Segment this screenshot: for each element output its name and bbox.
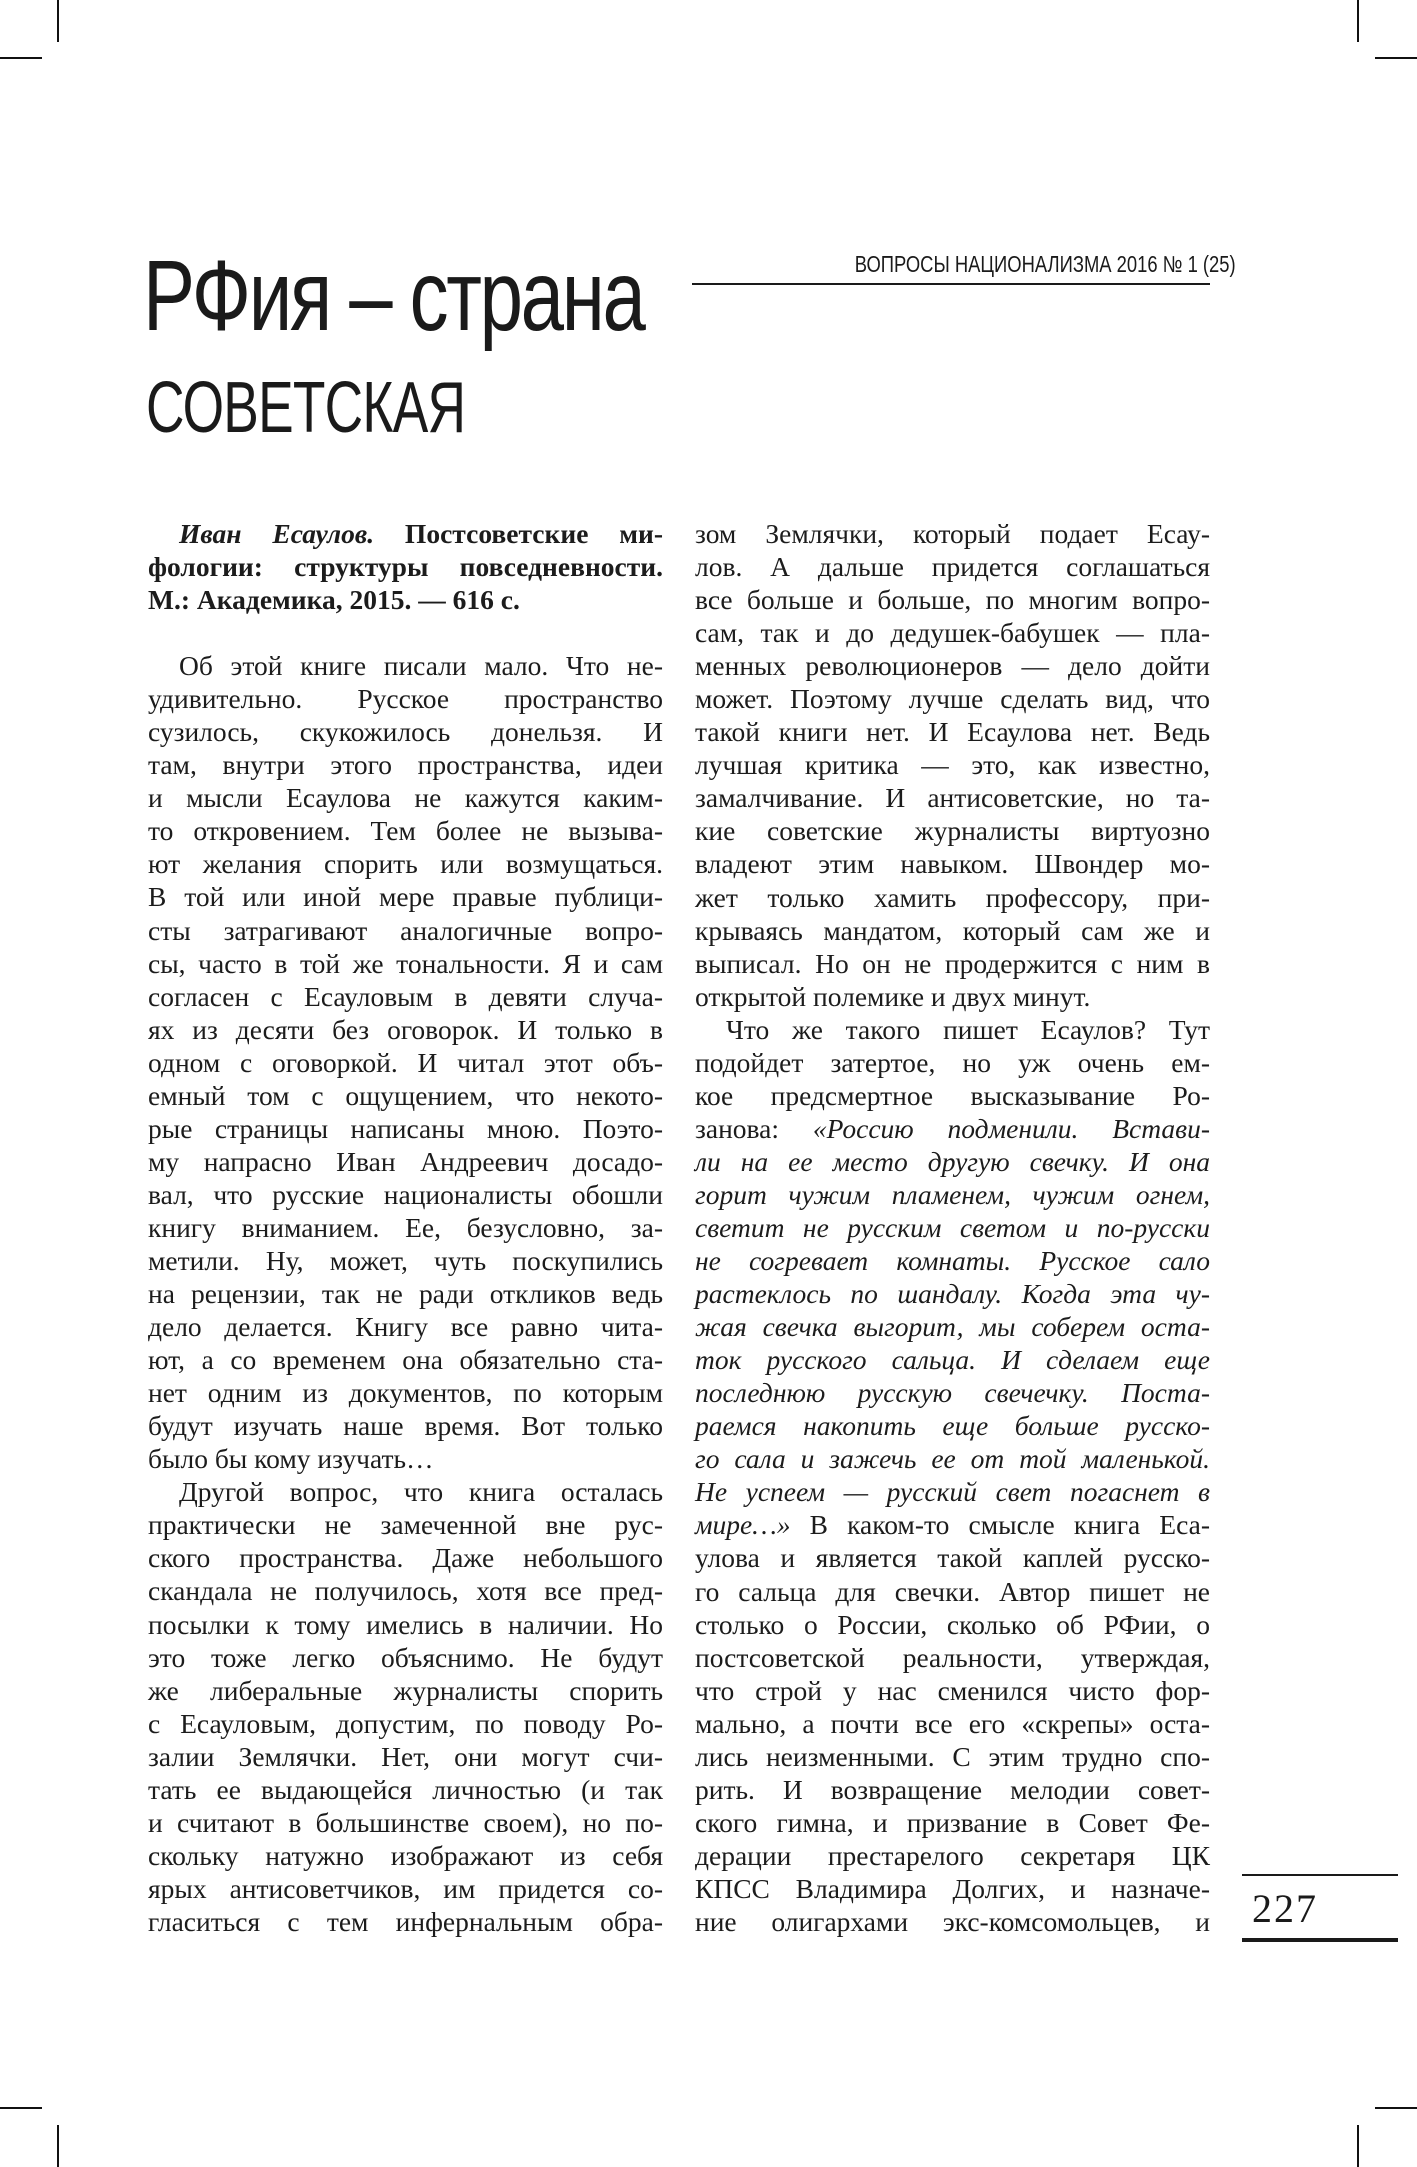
text-line [695,1211,1210,1244]
crop-mark-bottom-left-horizontal [0,2107,42,2109]
text-line [695,881,1210,914]
crop-mark-bottom-left-vertical [57,2125,59,2167]
text-line [695,1641,1210,1674]
biblio-line [148,517,663,550]
crop-mark-top-right-vertical [1357,0,1359,42]
text-line [695,947,1210,980]
left-text-column [148,517,663,1938]
text-segment: жет только хамить профессору, при- [695,881,1210,913]
text-segment: лучшая критика — это, как известно, [695,749,1210,781]
text-line [695,1244,1210,1277]
text-line [695,550,1210,583]
page-number-bottom-rule [1242,1938,1398,1942]
text-segment: мально, а почти все его «скрепы» оста- [695,1707,1210,1739]
text-line [695,1872,1210,1905]
text-line: одном с оговоркой. И читал этот объ- [148,1046,663,1078]
text-line: му напрасно Иван Андреевич досадо- [148,1145,663,1177]
text-segment: кое предсмертное высказывание Ро- [695,1079,1210,1111]
text-line: скандала не получилось, хотя все пред- [148,1575,663,1607]
text-segment: рить. И возвращение мелодии совет- [695,1773,1210,1805]
crop-mark-top-right-horizontal [1375,57,1417,59]
text-line: ского пространства. Даже небольшого [148,1542,663,1574]
text-line: это тоже легко объяснимо. Не будут [148,1641,663,1673]
text-line [695,1475,1210,1508]
text-line: же либеральные журналисты спорить [148,1674,663,1706]
text-segment: может. Поэтому лучше сделать вид, что [695,683,1210,715]
text-line: и мысли Есаулова не кажутся каким- [148,782,663,814]
text-segment: дерации престарелого секретаря ЦК [695,1839,1210,1871]
text-line [695,1343,1210,1376]
crop-mark-top-left-horizontal [0,57,42,59]
text-line [695,715,1210,748]
text-line: тать ее выдающейся личностью (и так [148,1773,663,1805]
text-line [695,980,1210,1013]
text-line [695,1541,1210,1574]
text-line [695,583,1210,616]
text-line: практически не замеченной вне рус- [148,1509,663,1541]
crop-mark-bottom-right-horizontal [1375,2107,1417,2109]
text-segment: В каком-то смысле книга Еса- [790,1509,1210,1541]
book-title: Постсоветские ми- [374,518,663,549]
text-line [695,1277,1210,1310]
text-segment: замалчивание. И антисоветские, но та- [695,782,1210,814]
text-line: гласиться с тем инфернальным обра- [148,1905,663,1937]
quote-text-segment: последнюю русскую свечечку. Поста- [695,1377,1210,1409]
quote-text-segment: Не успеем — русский свет погаснет в [695,1476,1210,1508]
text-segment: улова и является такой каплей русско- [695,1542,1210,1574]
text-line [695,517,1210,550]
text-line: книгу вниманием. Ее, безусловно, за- [148,1211,663,1243]
text-segment: постсоветской реальности, утверждая, [695,1641,1210,1673]
text-line: В той или иной мере правые публици- [148,881,663,913]
text-line: рые страницы написаны мною. Поэто- [148,1112,663,1144]
article-title-line-1: РФия – страна [143,240,644,352]
text-segment: сам, так и до дедушек-бабушек — пла- [695,617,1210,649]
text-line [695,914,1210,947]
left-body-text [148,649,663,1938]
page-number-top-rule [1242,1874,1398,1876]
text-line [695,1806,1210,1839]
text-line [695,682,1210,715]
text-segment: владеют этим навыком. Швондер мо- [695,848,1210,880]
text-line [695,1839,1210,1872]
text-line: метили. Ну, может, чуть поскупились [148,1244,663,1276]
text-segment: лов. А дальше придется соглашаться [695,551,1210,583]
quote-text-segment: жая свечка выгорит, мы соберем оста- [695,1311,1210,1343]
text-line [695,1112,1210,1145]
text-line [695,1773,1210,1806]
text-line: сузилось, скукожилось донельзя. И [148,716,663,748]
text-line: сты затрагивают аналогичные вопро- [148,914,663,946]
text-line: то откровением. Тем более не вызыва- [148,815,663,847]
text-line [695,814,1210,847]
text-line: ярых антисоветчиков, им придется со- [148,1872,663,1904]
text-segment: такой книги нет. И Есаулова нет. Ведь [695,716,1210,748]
text-line [695,1178,1210,1211]
quote-text-segment: ток русского сальца. И сделаем еще [695,1344,1210,1376]
text-line [695,1046,1210,1079]
quote-text-segment: го сала и зажечь ее от той маленькой. [695,1443,1210,1475]
text-line [695,1674,1210,1707]
text-segment: крываясь мандатом, который сам же и [695,914,1210,946]
quote-text-segment: ли на ее место другую свечку. И она [695,1145,1210,1177]
text-line: залии Землячки. Нет, они могут счи- [148,1740,663,1772]
article-title-line-2: СОВЕТСКАЯ [146,368,466,448]
header-rule [692,283,1210,285]
text-line: с Есауловым, допустим, по поводу Ро- [148,1707,663,1739]
text-line [695,1442,1210,1475]
author-name: Иван Есаулов. [179,518,375,549]
text-line [695,1145,1210,1178]
biblio-line [148,550,663,583]
text-line: там, внутри этого пространства, идеи [148,749,663,781]
text-segment: ние олигархами экс-комсомольцев, и [695,1905,1210,1937]
text-segment: столько о России, сколько об РФии, о [695,1608,1210,1640]
quote-text-segment: мире…» [695,1509,791,1541]
text-line [695,649,1210,682]
text-line: удивительно. Русское пространство [148,683,663,715]
text-segment: Что же такого пишет Есаулов? Тут [726,1013,1210,1045]
biblio-line [148,583,663,616]
text-segment: го сальца для свечки. Автор пишет не [695,1575,1210,1607]
text-line [695,1740,1210,1773]
right-text-column [695,517,1210,1938]
text-segment: КПСС Владимира Долгих, и назначе- [695,1872,1210,1904]
text-segment: открытой полемике и двух минут. [695,980,1091,1012]
text-line [695,1409,1210,1442]
text-line: ют, а со временем она обязательно ста- [148,1344,663,1376]
book-title: М.: Академика, 2015. — 616 с. [148,584,520,616]
text-line: будут изучать наше время. Вот только [148,1410,663,1442]
text-line: и считают в большинстве своем), но по- [148,1806,663,1838]
text-line [695,1013,1210,1046]
text-line [695,1608,1210,1641]
text-line: емный том с ощущением, что некото- [148,1079,663,1111]
text-line: дело делается. Книгу все равно чита- [148,1311,663,1343]
text-line [695,1079,1210,1112]
text-line [695,748,1210,781]
book-title: фологии: структуры повседневности. [148,551,663,583]
crop-mark-bottom-right-vertical [1357,2125,1359,2167]
text-segment: лись неизменными. С этим трудно спо- [695,1740,1210,1772]
text-line [695,1310,1210,1343]
text-segment: все больше и больше, по многим вопро- [695,584,1210,616]
text-line [695,847,1210,880]
text-line: скольку натужно изображают из себя [148,1839,663,1871]
text-segment: кие советские журналисты виртуозно [695,815,1210,847]
text-segment: менных революционеров — дело дойти [695,650,1210,682]
text-line: было бы кому изучать… [148,1443,434,1475]
text-segment: занова: [695,1112,813,1144]
text-line [695,1707,1210,1740]
quote-text-segment: горит чужим пламенем, чужим огнем, [695,1178,1210,1210]
text-line: ях из десяти без оговорок. И только в [148,1013,663,1045]
right-body-text [695,517,1210,1938]
text-line: посылки к тому имелись в наличии. Но [148,1608,663,1640]
quote-text-segment: не согревает комнаты. Русское сало [695,1245,1210,1277]
text-line [695,1508,1210,1541]
quote-text-segment: «Россию подменили. Встави- [812,1112,1210,1144]
journal-running-head: ВОПРОСЫ НАЦИОНАЛИЗМА 2016 № 1 (25) [854,251,1236,277]
page-number: 227 [1252,1886,1318,1931]
spacer [148,616,663,649]
quote-text-segment: светит не русским светом и по-русски [695,1211,1210,1243]
crop-mark-top-left-vertical [57,0,59,42]
text-line [695,616,1210,649]
text-line: нет одним из документов, по которым [148,1377,663,1409]
text-line: Об этой книге писали мало. Что не- [179,650,663,682]
text-segment: ского гимна, и призвание в Совет Фе- [695,1806,1210,1838]
bibliographic-reference [148,517,663,616]
text-line: ют желания спорить или возмущаться. [148,848,663,880]
text-segment: зом Землячки, который подает Есау- [695,518,1210,549]
text-line: на рецензии, так не ради откликов ведь [148,1278,663,1310]
quote-text-segment: растеклось по шандалу. Когда эта чу- [695,1278,1210,1310]
text-line: вал, что русские националисты обошли [148,1178,663,1210]
text-line: согласен с Есауловым в девяти случа- [148,980,663,1012]
text-segment: что строй у нас сменился чисто фор- [695,1674,1210,1706]
text-line: сы, часто в той же тональности. Я и сам [148,947,663,979]
text-line [695,1905,1210,1938]
text-line: Другой вопрос, что книга осталась [179,1476,663,1508]
text-segment: выписал. Но он не продержится с ним в [695,947,1210,979]
quote-text-segment: раемся накопить еще больше русско- [695,1410,1210,1442]
text-line [695,1575,1210,1608]
text-line [695,781,1210,814]
text-segment: подойдет затертое, но уж очень ем- [695,1046,1210,1078]
text-line [695,1376,1210,1409]
